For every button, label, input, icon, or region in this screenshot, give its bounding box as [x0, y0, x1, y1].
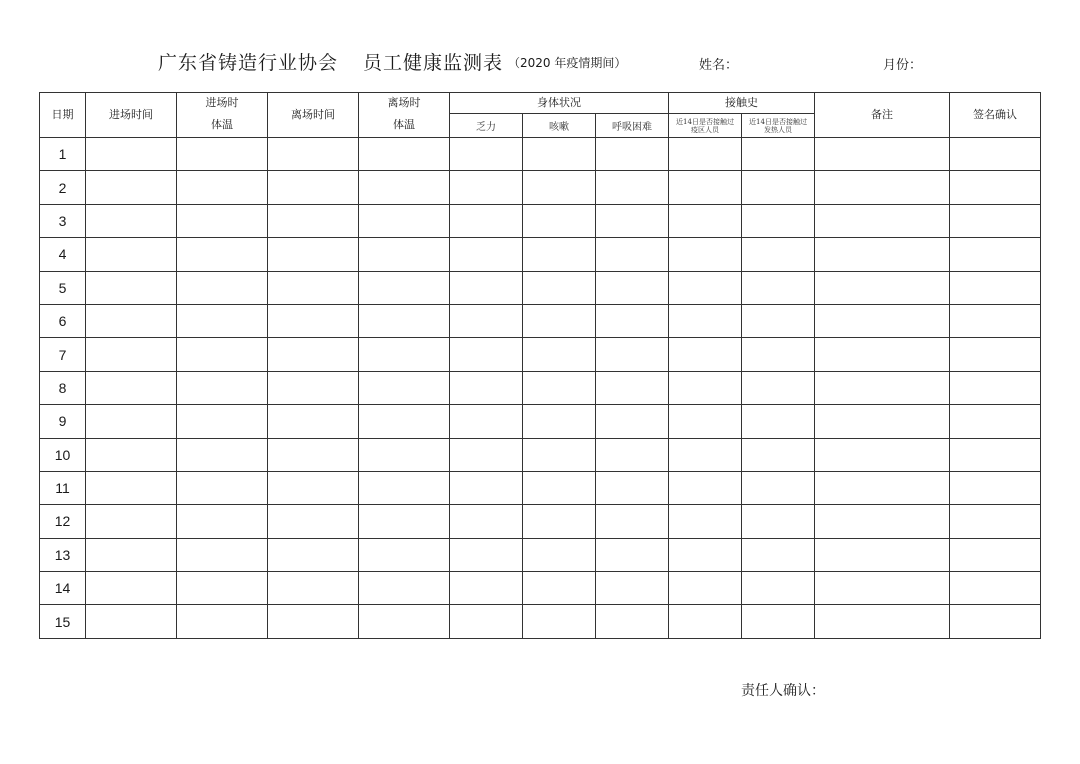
form-title: 员工健康监测表: [363, 52, 504, 74]
entry-cell[interactable]: [742, 471, 815, 504]
entry-cell[interactable]: [268, 338, 359, 371]
entry-cell[interactable]: [669, 171, 742, 204]
entry-cell[interactable]: [669, 538, 742, 571]
entry-cell[interactable]: [450, 204, 523, 237]
entry-cell[interactable]: [950, 304, 1041, 337]
entry-cell[interactable]: [86, 505, 177, 538]
entry-cell[interactable]: [596, 204, 669, 237]
row-number: 7: [40, 338, 86, 371]
entry-cell[interactable]: [596, 304, 669, 337]
entry-cell[interactable]: [815, 338, 950, 371]
entry-cell[interactable]: [596, 371, 669, 404]
entry-cell[interactable]: [177, 572, 268, 605]
table-row: [40, 171, 1041, 204]
entry-cell[interactable]: [523, 605, 596, 638]
entry-cell[interactable]: [742, 405, 815, 438]
entry-cell[interactable]: [742, 238, 815, 271]
entry-cell[interactable]: [950, 471, 1041, 504]
entry-cell[interactable]: [86, 171, 177, 204]
table-row: [40, 271, 1041, 304]
entry-cell[interactable]: [177, 538, 268, 571]
contact-epidemic-line1: 近14日是否接触过: [676, 117, 734, 126]
entry-cell[interactable]: [268, 271, 359, 304]
entry-cell[interactable]: [950, 204, 1041, 237]
entry-cell[interactable]: [815, 605, 950, 638]
entry-cell[interactable]: [523, 471, 596, 504]
entry-cell[interactable]: [450, 138, 523, 171]
entry-cell[interactable]: [177, 605, 268, 638]
entry-cell[interactable]: [450, 304, 523, 337]
entry-cell[interactable]: [742, 438, 815, 471]
entry-cell[interactable]: [177, 405, 268, 438]
entry-cell[interactable]: [177, 204, 268, 237]
entry-cell[interactable]: [742, 338, 815, 371]
entry-cell[interactable]: [815, 271, 950, 304]
entry-cell[interactable]: [86, 204, 177, 237]
entry-cell[interactable]: [950, 405, 1041, 438]
entry-cell[interactable]: [950, 505, 1041, 538]
entry-cell[interactable]: [596, 605, 669, 638]
entry-cell[interactable]: [815, 438, 950, 471]
entry-cell[interactable]: [815, 138, 950, 171]
table-row: [40, 304, 1041, 337]
entry-cell[interactable]: [177, 271, 268, 304]
entry-cell[interactable]: [742, 204, 815, 237]
entry-cell[interactable]: [523, 505, 596, 538]
entry-cell[interactable]: [86, 304, 177, 337]
entry-cell[interactable]: [950, 138, 1041, 171]
table-row: [40, 204, 1041, 237]
entry-cell[interactable]: [950, 371, 1041, 404]
entry-cell[interactable]: [596, 405, 669, 438]
entry-cell[interactable]: [268, 572, 359, 605]
entry-cell[interactable]: [450, 505, 523, 538]
column-header-contact-fever: [742, 114, 815, 138]
table-row: [40, 471, 1041, 504]
entry-cell[interactable]: [815, 204, 950, 237]
entry-cell[interactable]: [450, 371, 523, 404]
entry-cell[interactable]: [86, 338, 177, 371]
entry-cell[interactable]: [742, 371, 815, 404]
entry-cell[interactable]: [177, 304, 268, 337]
entry-cell[interactable]: [742, 538, 815, 571]
entry-cell[interactable]: [815, 238, 950, 271]
entry-cell[interactable]: [523, 538, 596, 571]
entry-cell[interactable]: [669, 438, 742, 471]
column-header-entry-temperature-line2: 体温: [211, 118, 233, 131]
entry-cell[interactable]: [86, 538, 177, 571]
column-header-signature: 签名确认: [950, 93, 1041, 138]
column-header-exit-temperature-line1: 离场时: [387, 96, 421, 109]
entry-cell[interactable]: [523, 271, 596, 304]
entry-cell[interactable]: [950, 338, 1041, 371]
entry-cell[interactable]: [742, 304, 815, 337]
entry-cell[interactable]: [359, 204, 450, 237]
entry-cell[interactable]: [815, 371, 950, 404]
entry-cell[interactable]: [950, 438, 1041, 471]
entry-cell[interactable]: [815, 471, 950, 504]
column-header-breathing: 呼吸困难: [596, 114, 669, 138]
entry-cell[interactable]: [359, 171, 450, 204]
form-period-note: （2020 年疫情期间）: [508, 56, 627, 70]
entry-cell[interactable]: [359, 238, 450, 271]
entry-cell[interactable]: [359, 572, 450, 605]
association-title: 广东省铸造行业协会: [158, 52, 339, 74]
entry-cell[interactable]: [950, 171, 1041, 204]
entry-cell[interactable]: [742, 505, 815, 538]
entry-cell[interactable]: [669, 338, 742, 371]
entry-cell[interactable]: [523, 238, 596, 271]
entry-cell[interactable]: [815, 505, 950, 538]
entry-cell[interactable]: [450, 338, 523, 371]
contact-epidemic-line2: 疫区人员: [691, 125, 719, 134]
entry-cell[interactable]: [596, 138, 669, 171]
entry-cell[interactable]: [359, 405, 450, 438]
column-header-date: 日期: [40, 93, 86, 138]
row-number: 10: [40, 438, 86, 471]
row-number: 14: [40, 572, 86, 605]
entry-cell[interactable]: [669, 471, 742, 504]
entry-cell[interactable]: [596, 505, 669, 538]
entry-cell[interactable]: [950, 238, 1041, 271]
entry-cell[interactable]: [268, 204, 359, 237]
entry-cell[interactable]: [669, 572, 742, 605]
entry-cell[interactable]: [268, 304, 359, 337]
entry-cell[interactable]: [815, 538, 950, 571]
entry-cell[interactable]: [742, 271, 815, 304]
entry-cell[interactable]: [268, 505, 359, 538]
entry-cell[interactable]: [86, 471, 177, 504]
entry-cell[interactable]: [268, 438, 359, 471]
entry-cell[interactable]: [268, 538, 359, 571]
entry-cell[interactable]: [742, 171, 815, 204]
entry-cell[interactable]: [669, 204, 742, 237]
table-body: [40, 138, 1041, 639]
row-number: 8: [40, 371, 86, 404]
column-group-health-status: 身体状况: [450, 93, 669, 114]
entry-cell[interactable]: [669, 405, 742, 438]
entry-cell[interactable]: [268, 171, 359, 204]
entry-cell[interactable]: [268, 471, 359, 504]
entry-cell[interactable]: [450, 405, 523, 438]
entry-cell[interactable]: [523, 204, 596, 237]
entry-cell[interactable]: [669, 605, 742, 638]
entry-cell[interactable]: [523, 405, 596, 438]
row-number: 6: [40, 304, 86, 337]
entry-cell[interactable]: [669, 505, 742, 538]
contact-fever-line1: 近14日是否接触过: [749, 117, 807, 126]
column-header-exit-temperature: [359, 93, 450, 138]
entry-cell[interactable]: [596, 438, 669, 471]
entry-cell[interactable]: [177, 138, 268, 171]
entry-cell[interactable]: [950, 538, 1041, 571]
entry-cell[interactable]: [450, 605, 523, 638]
entry-cell[interactable]: [177, 171, 268, 204]
table-row: [40, 505, 1041, 538]
entry-cell[interactable]: [669, 304, 742, 337]
entry-cell[interactable]: [815, 171, 950, 204]
column-group-contact-history: 接触史: [669, 93, 815, 114]
entry-cell[interactable]: [268, 405, 359, 438]
entry-cell[interactable]: [596, 471, 669, 504]
entry-cell[interactable]: [177, 438, 268, 471]
column-header-cough: 咳嗽: [523, 114, 596, 138]
table-row: [40, 238, 1041, 271]
row-number: 13: [40, 538, 86, 571]
table-row: [40, 605, 1041, 638]
entry-cell[interactable]: [669, 138, 742, 171]
entry-cell[interactable]: [523, 572, 596, 605]
column-header-entry-temperature: [177, 93, 268, 138]
month-field-label[interactable]: 月份：: [883, 58, 923, 73]
entry-cell[interactable]: [359, 138, 450, 171]
entry-cell[interactable]: [450, 271, 523, 304]
entry-cell[interactable]: [815, 304, 950, 337]
entry-cell[interactable]: [742, 138, 815, 171]
entry-cell[interactable]: [86, 271, 177, 304]
entry-cell[interactable]: [596, 271, 669, 304]
row-number: 15: [40, 605, 86, 638]
row-number: 3: [40, 204, 86, 237]
entry-cell[interactable]: [177, 238, 268, 271]
entry-cell[interactable]: [742, 605, 815, 638]
row-number: 2: [40, 171, 86, 204]
name-field-label[interactable]: 姓名：: [699, 58, 739, 73]
entry-cell[interactable]: [86, 572, 177, 605]
row-number: 11: [40, 471, 86, 504]
table-row: [40, 338, 1041, 371]
entry-cell[interactable]: [450, 171, 523, 204]
entry-cell[interactable]: [268, 371, 359, 404]
entry-cell[interactable]: [596, 538, 669, 571]
entry-cell[interactable]: [359, 505, 450, 538]
entry-cell[interactable]: [177, 505, 268, 538]
entry-cell[interactable]: [450, 572, 523, 605]
entry-cell[interactable]: [86, 138, 177, 171]
entry-cell[interactable]: [268, 238, 359, 271]
entry-cell[interactable]: [596, 338, 669, 371]
entry-cell[interactable]: [950, 271, 1041, 304]
entry-cell[interactable]: [950, 605, 1041, 638]
entry-cell[interactable]: [86, 438, 177, 471]
entry-cell[interactable]: [177, 371, 268, 404]
entry-cell[interactable]: [669, 271, 742, 304]
column-header-entry-temperature-line1: 进场时: [205, 96, 239, 109]
table-row: [40, 438, 1041, 471]
entry-cell[interactable]: [359, 304, 450, 337]
entry-cell[interactable]: [815, 572, 950, 605]
responsible-person-label: 责任人确认：: [741, 683, 825, 699]
entry-cell[interactable]: [359, 338, 450, 371]
entry-cell[interactable]: [359, 538, 450, 571]
entry-cell[interactable]: [450, 538, 523, 571]
entry-cell[interactable]: [596, 238, 669, 271]
row-number: 9: [40, 405, 86, 438]
entry-cell[interactable]: [950, 572, 1041, 605]
entry-cell[interactable]: [596, 171, 669, 204]
entry-cell[interactable]: [450, 471, 523, 504]
column-header-contact-epidemic-area: [669, 114, 742, 138]
column-header-fatigue: 乏力: [450, 114, 523, 138]
entry-cell[interactable]: [596, 572, 669, 605]
table-row: [40, 572, 1041, 605]
entry-cell[interactable]: [450, 238, 523, 271]
entry-cell[interactable]: [86, 371, 177, 404]
row-number: 12: [40, 505, 86, 538]
row-number: 5: [40, 271, 86, 304]
entry-cell[interactable]: [359, 605, 450, 638]
health-monitoring-table: [39, 92, 1041, 639]
entry-cell[interactable]: [359, 471, 450, 504]
entry-cell[interactable]: [523, 438, 596, 471]
entry-cell[interactable]: [268, 138, 359, 171]
form-header: [0, 44, 1080, 78]
table-row: [40, 371, 1041, 404]
entry-cell[interactable]: [359, 371, 450, 404]
table-row: [40, 538, 1041, 571]
entry-cell[interactable]: [86, 405, 177, 438]
entry-cell[interactable]: [523, 304, 596, 337]
column-header-remarks: 备注: [815, 93, 950, 138]
entry-cell[interactable]: [268, 605, 359, 638]
entry-cell[interactable]: [359, 438, 450, 471]
entry-cell[interactable]: [669, 371, 742, 404]
entry-cell[interactable]: [669, 238, 742, 271]
column-header-exit-time: 离场时间: [268, 93, 359, 138]
table-row: [40, 138, 1041, 171]
entry-cell[interactable]: [523, 171, 596, 204]
row-number: 4: [40, 238, 86, 271]
entry-cell[interactable]: [86, 238, 177, 271]
entry-cell[interactable]: [815, 405, 950, 438]
table-row: [40, 405, 1041, 438]
entry-cell[interactable]: [523, 138, 596, 171]
entry-cell[interactable]: [523, 371, 596, 404]
entry-cell[interactable]: [177, 338, 268, 371]
contact-fever-line2: 发热人员: [764, 125, 792, 134]
column-header-entry-time: 进场时间: [86, 93, 177, 138]
entry-cell[interactable]: [86, 605, 177, 638]
entry-cell[interactable]: [450, 438, 523, 471]
entry-cell[interactable]: [359, 271, 450, 304]
entry-cell[interactable]: [742, 572, 815, 605]
column-header-exit-temperature-line2: 体温: [393, 118, 415, 131]
entry-cell[interactable]: [177, 471, 268, 504]
entry-cell[interactable]: [523, 338, 596, 371]
row-number: 1: [40, 138, 86, 171]
